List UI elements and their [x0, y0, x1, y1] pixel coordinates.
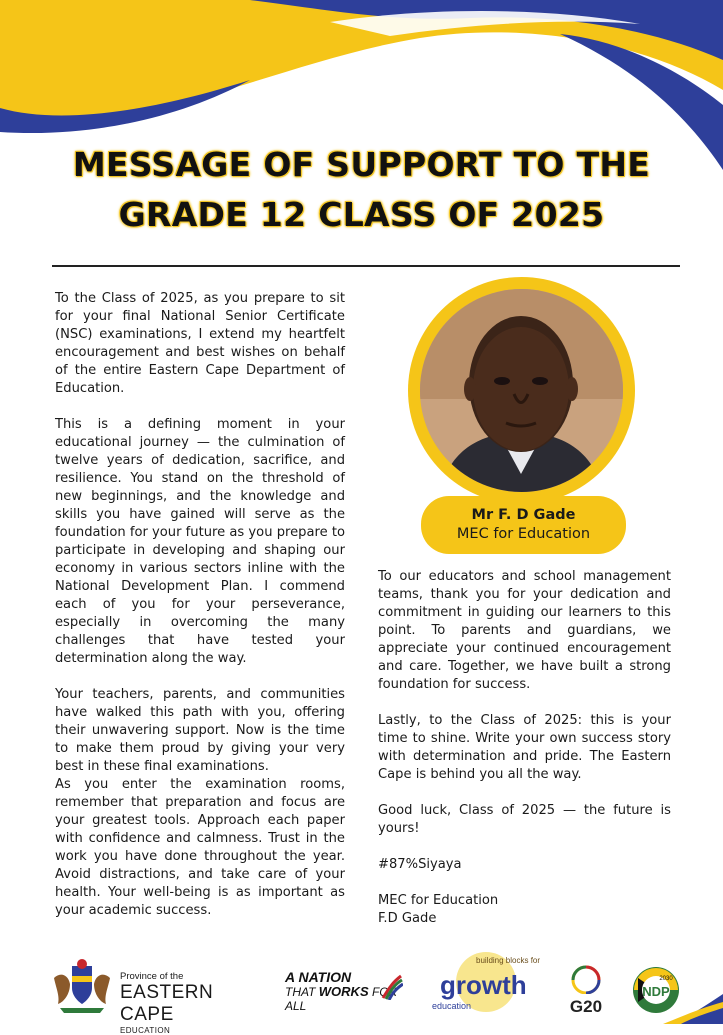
growth-education-logo: [428, 950, 548, 1024]
footer-logos: [0, 950, 723, 1035]
hashtag: #87%Siyaya: [378, 857, 462, 872]
ec-logo-line1: Province of the: [120, 971, 184, 982]
profile-role: MEC for Education: [456, 526, 591, 542]
signature-name: F.D Gade: [378, 911, 437, 926]
nation-that-works-logo: [285, 969, 405, 1013]
footer-corner-decoration: [663, 990, 723, 1024]
title-line-1: MESSAGE OF SUPPORT TO THE: [72, 145, 651, 184]
ec-logo-line2: EASTERN CAPE: [120, 982, 214, 1025]
coat-of-arms-icon: [50, 958, 114, 1014]
portrait-photo: [420, 289, 623, 492]
signature-role: MEC for Education: [378, 893, 499, 908]
nation-logo-nation: NATION: [298, 969, 352, 985]
growth-dept: education: [432, 1001, 472, 1011]
paragraph-intro: To the Class of 2025, as you prepare to sit for your final National Senior Certificate (NSC) examinations, I extend my heartfelt encouragement and best wishes on behalf of the entire Eastern Cape Department of Education.: [55, 291, 345, 396]
left-column: [55, 290, 345, 920]
g20-label: G20: [569, 997, 603, 1016]
ndp-year: 2030: [659, 976, 673, 982]
nation-logo-forall: FOR ALL: [285, 985, 398, 1013]
portrait-illustration: [420, 289, 623, 492]
profile-name: Mr F. D Gade: [471, 507, 576, 523]
page-title: [20, 140, 703, 240]
g20-logo: [563, 964, 609, 1020]
ec-logo-line3: EDUCATION: [120, 1026, 171, 1035]
nation-logo-that: THAT: [285, 985, 319, 999]
nation-logo-a: A: [285, 969, 299, 985]
title-line-2: GRADE 12 CLASS OF 2025: [118, 195, 605, 234]
ndp-label: NDP: [642, 984, 670, 999]
paragraph-educators: To our educators and school management teams, thank you for your dedication and commitment in guiding our learners to this point. To parents and guardians, we appreciate your continued encouragement and care. Together, we have built a strong foundation for success.: [378, 569, 671, 692]
right-column: [378, 568, 671, 928]
paragraph-lastly: Lastly, to the Class of 2025: this is your time to shine. Write your own success story with determination and pride. The Eastern Cape is behind you all the way.: [378, 713, 671, 782]
growth-word: growth: [440, 970, 527, 1000]
paragraph-defining-moment: This is a defining moment in your educational journey — the culmination of twelve years of dedication, sacrifice, and resilience. You stand on the threshold of new beginnings, and the knowledge and skills you have gained will serve as the foundation for your future as you prepare to participate in developing and shaping our economy in various sectors inline with the National Development Plan. I commend each of you for your perseverance, especially in overcoming the many challenges that have tested your determination along the way.: [55, 417, 345, 666]
flag-swoosh-icon: [381, 974, 403, 1000]
paragraph-good-luck: Good luck, Class of 2025 — the future is yours!: [378, 803, 671, 836]
title-divider: [52, 265, 680, 267]
name-badge: [421, 496, 626, 554]
eastern-cape-education-logo: [50, 958, 260, 1035]
growth-tagline: building blocks for: [476, 956, 541, 965]
paragraph-support: Your teachers, parents, and communities have walked this path with you, offering their unwavering support. Now is the time to make them proud by giving your very best in these final examinations.: [55, 687, 345, 774]
nation-logo-works: WORKS: [318, 984, 369, 999]
paragraph-exam-advice: As you enter the examination rooms, remember that preparation and focus are your greatest tools. Approach each paper with confidence and calmness. Trust in the work you have done throughout the year. Avoid distractions, and take care of your health. Your well-being is as important as your academic success.: [55, 777, 345, 918]
g20-emblem-icon: [563, 964, 609, 994]
